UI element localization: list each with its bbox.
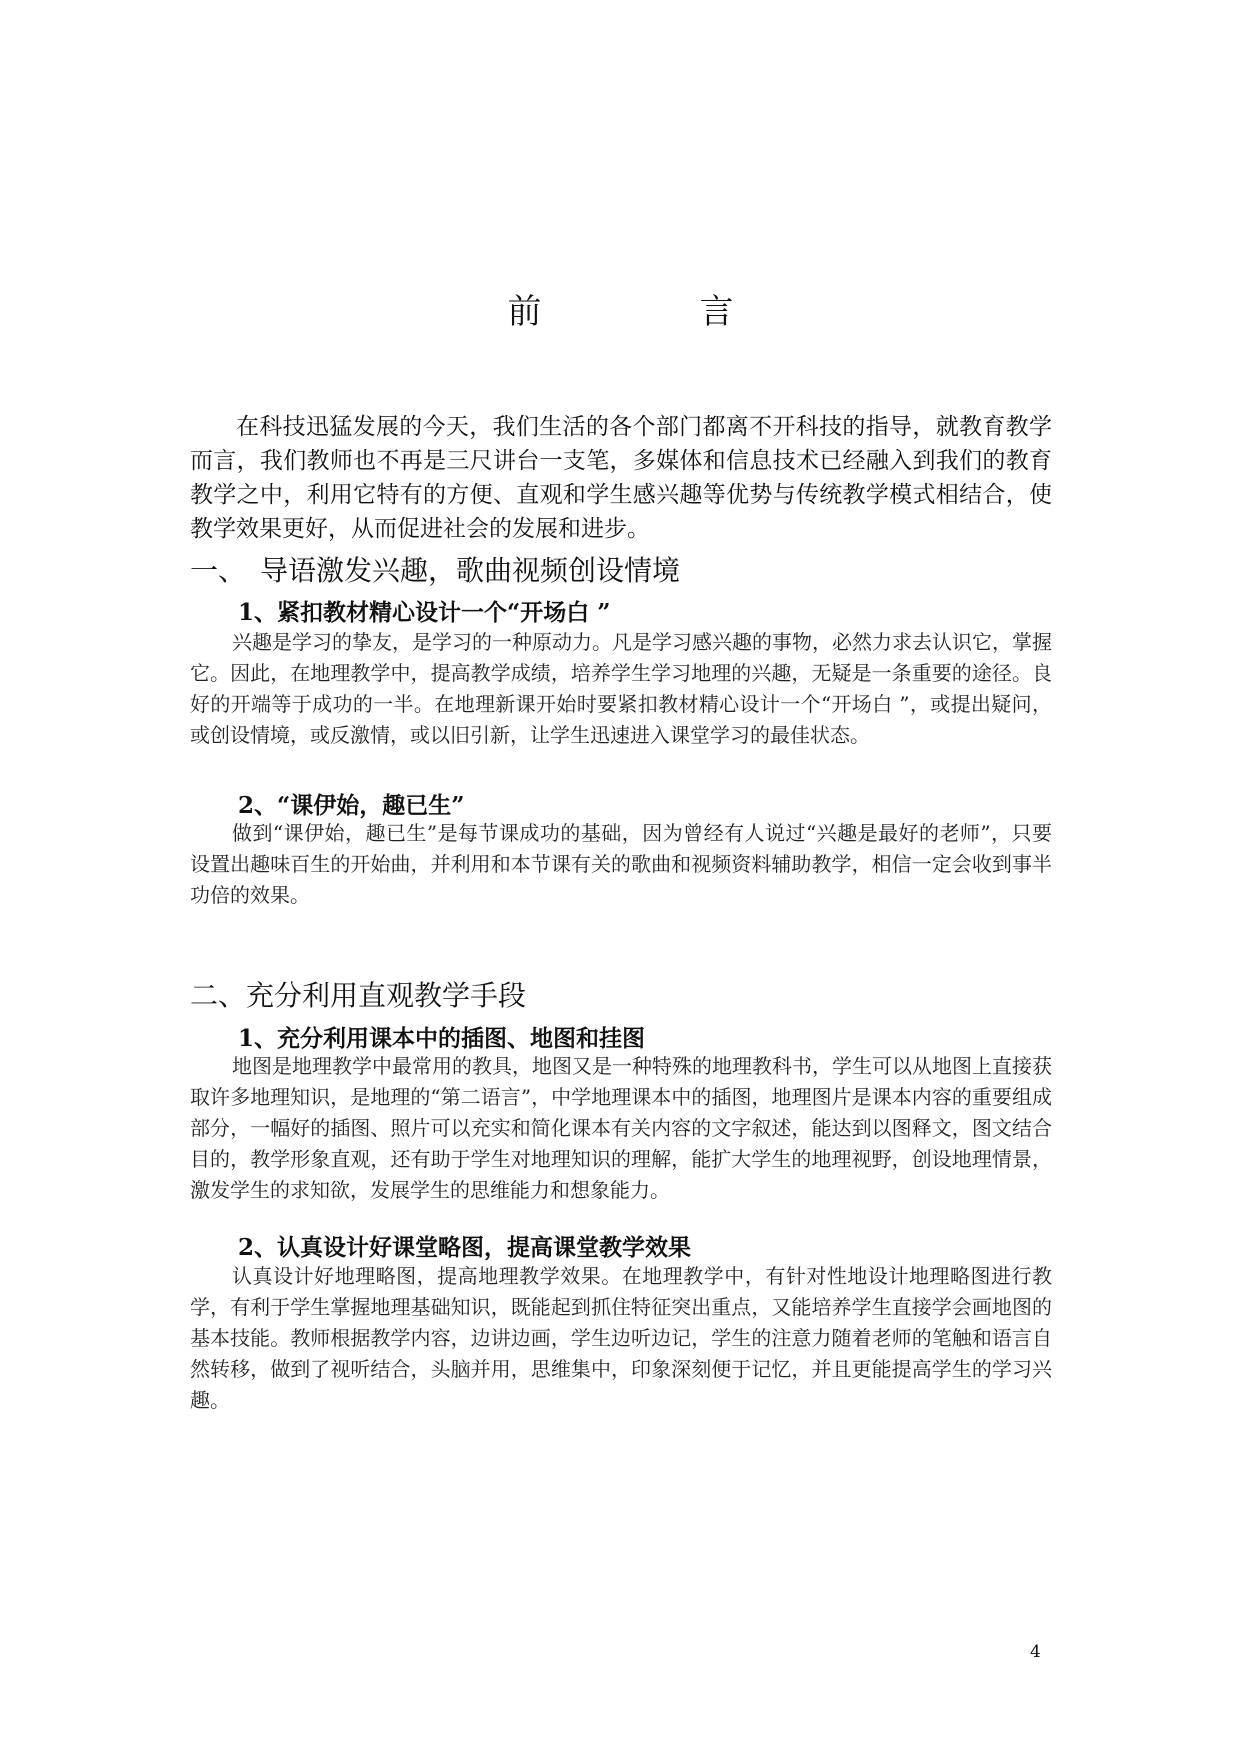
subsection-2-1-body: 地图是地理教学中最常用的教具，地图又是一种特殊的地理教科书，学生可以从地图上直接获取许多地理知识，是地理的“第二语言”，中学地理课本中的插图，地理图片是课本内容的重要组成部分，一幅好的插图、照片可以充实和简化课本有关内容的文字叙述，能达到以图释文，图文结合目的，教学形象直观，还有助于学生对地理知识的理解，能扩大学生的地理视野，创设地理情景，激发学生的求知欲，发展学生的思维能力和想象能力。 <box>190 1054 1052 1202</box>
subsection-2-2-body: 认真设计好地理略图，提高地理教学效果。在地理教学中，有针对性地设计地理略图进行教学，有利于学生掌握地理基础知识，既能起到抓住特征突出重点，又能培养学生直接学会画地图的基本技能。教师根据教学内容，边讲边画，学生边听边记，学生的注意力随着老师的笔触和语言自然转移，做到了视听结合，头脑并用，思维集中，印象深刻便于记忆，并且更能提高学生的学习兴趣。 <box>190 1264 1052 1412</box>
subsection-2-1-heading: 1、充分利用课本中的插图、地图和挂图 <box>238 1025 646 1052</box>
section-2-heading <box>190 978 1052 1014</box>
intro-paragraph: 在科技迅猛发展的今天，我们生活的各个部门都离不开科技的指导，就教育教学而言，我们教师也不再是三尺讲台一支笔，多媒体和信息技术已经融入到我们的教育教学之中，利用它特有的方便、直观和学生感兴趣等优势与传统教学模式相结合，使教学效果更好，从而促进社会的发展和进步。 <box>190 414 1052 542</box>
section-1-number: 一、 <box>190 554 247 587</box>
subsection-1-2-heading: 2、“课伊始，趣已生” <box>238 792 465 819</box>
page-number: 4 <box>1030 1642 1041 1662</box>
subsection-2-2-heading: 2、认真设计好课堂略图，提高课堂教学效果 <box>238 1234 692 1261</box>
section-2-number: 二、 <box>190 979 247 1012</box>
subsection-1-2-body: 做到“课伊始，趣已生”是每节课成功的基础，因为曾经有人说过“兴趣是最好的老师”，只要设置出趣味百生的开始曲，并利用和本节课有关的歌曲和视频资料辅助教学，相信一定会收到事半功倍的效果。 <box>190 821 1052 907</box>
section-1-heading <box>190 553 1052 589</box>
page-title: 前 言 <box>507 292 796 332</box>
subsection-1-1-heading: 1、紧扣教材精心设计一个“开场白 ” <box>238 599 611 626</box>
section-1-title: 导语激发兴趣，歌曲视频创设情境 <box>260 554 681 587</box>
subsection-1-1-body: 兴趣是学习的挚友，是学习的一种原动力。凡是学习感兴趣的事物，必然力求去认识它，掌握它。因此，在地理教学中，提高教学成绩，培养学生学习地理的兴趣，无疑是一条重要的途径。良好的开端等于成功的一半。在地理新课开始时要紧扣教材精心设计一个“开场白 ”，或提出疑问，或创设情境，或反激情，或以旧引新，让学生迅速进入课堂学习的最佳状态。 <box>190 630 1052 747</box>
section-2-title: 充分利用直观教学手段 <box>246 979 527 1012</box>
